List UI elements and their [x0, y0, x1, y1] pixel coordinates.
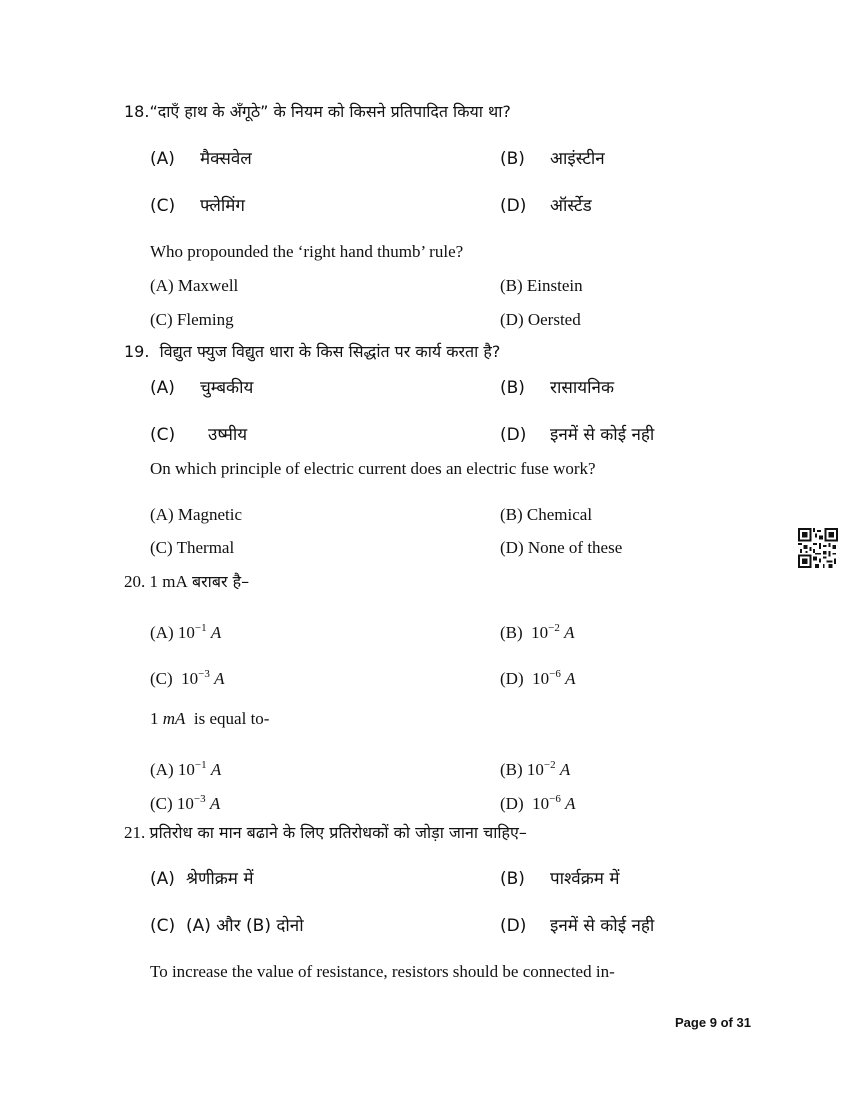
- option-d-english: (D) Oersted: [500, 310, 581, 329]
- option-c-hindi: (C) उष्मीय: [150, 425, 248, 445]
- option-b-english: (B) Einstein: [500, 276, 583, 295]
- page-number: Page 9 of 31: [675, 1015, 751, 1030]
- question-hindi: प्रतिरोध का मान बढाने के लिए प्रतिरोधकों को जोड़ा जाना चाहिए–: [149, 823, 527, 842]
- option-b-hindi: (B) आइंस्टीन: [500, 149, 605, 169]
- option-a-english: (A) $10^{-1}$ A: [150, 759, 222, 779]
- question-english: Who propounded the ‘right hand thumb’ rule?: [150, 242, 464, 261]
- question-english: On which principle of electric current does an electric fuse work?: [150, 459, 596, 478]
- option-c-english: (C) $10^{-3}$ A: [150, 793, 221, 813]
- option-c-english: (C) Thermal: [150, 538, 235, 557]
- question-hindi: “दाएँ हाथ के अँगूठे” के नियम को किसने प्रतिपादित किया था?: [149, 102, 511, 121]
- question-21: [124, 823, 527, 843]
- question-number: 19.: [124, 342, 150, 361]
- option-d-hindi: (D) इनमें से कोई नही: [500, 425, 655, 445]
- option-a-english: (A) Maxwell: [150, 276, 239, 295]
- question-20: [124, 572, 249, 592]
- question-number: 18.: [124, 102, 150, 121]
- question-value: 1 mA: [149, 572, 188, 591]
- question-hindi: विद्युत फ्युज विद्युत धारा के किस सिद्धांत पर कार्य करता है?: [159, 342, 501, 361]
- option-b-english: (B) $10^{-2}$ A: [500, 759, 571, 779]
- question-number: 21.: [124, 823, 146, 842]
- option-d-hindi: (D) ऑर्स्टेड: [500, 196, 592, 216]
- option-d-hindi: (D) इनमें से कोई नही: [500, 916, 655, 936]
- option-b-hindi: (B) रासायनिक: [500, 378, 615, 398]
- option-c-hindi: (C) (A) और (B) दोनो: [150, 916, 304, 936]
- question-number: 20.: [124, 572, 146, 591]
- option-d-english: (D) $10^{-6}$ A: [500, 793, 576, 813]
- qr-code-icon: [798, 528, 838, 568]
- option-a-hindi: (A) श्रेणीक्रम में: [150, 869, 254, 889]
- option-a-english: (A) Magnetic: [150, 505, 243, 524]
- question-english: 1 mA is equal to-: [150, 709, 270, 728]
- option-a: (A) $10^{-1}$ A: [150, 622, 222, 642]
- question-19: [124, 342, 500, 362]
- option-b-english: (B) Chemical: [500, 505, 593, 524]
- option-b: (B) $10^{-2}$ A: [500, 622, 575, 642]
- question-18: [124, 102, 511, 122]
- option-c-english: (C) Fleming: [150, 310, 234, 329]
- option-a-hindi: (A) मैक्सवेल: [150, 149, 252, 169]
- option-c: (C) $10^{-3}$ A: [150, 668, 225, 688]
- question-english: To increase the value of resistance, resistors should be connected in-: [150, 962, 615, 981]
- question-hindi: बराबर है–: [192, 572, 250, 591]
- option-d-english: (D) None of these: [500, 538, 623, 557]
- option-a-hindi: (A) चुम्बकीय: [150, 378, 254, 398]
- option-b-hindi: (B) पार्श्वक्रम में: [500, 869, 620, 889]
- option-d: (D) $10^{-6}$ A: [500, 668, 576, 688]
- option-c-hindi: (C) फ्लेमिंग: [150, 196, 245, 216]
